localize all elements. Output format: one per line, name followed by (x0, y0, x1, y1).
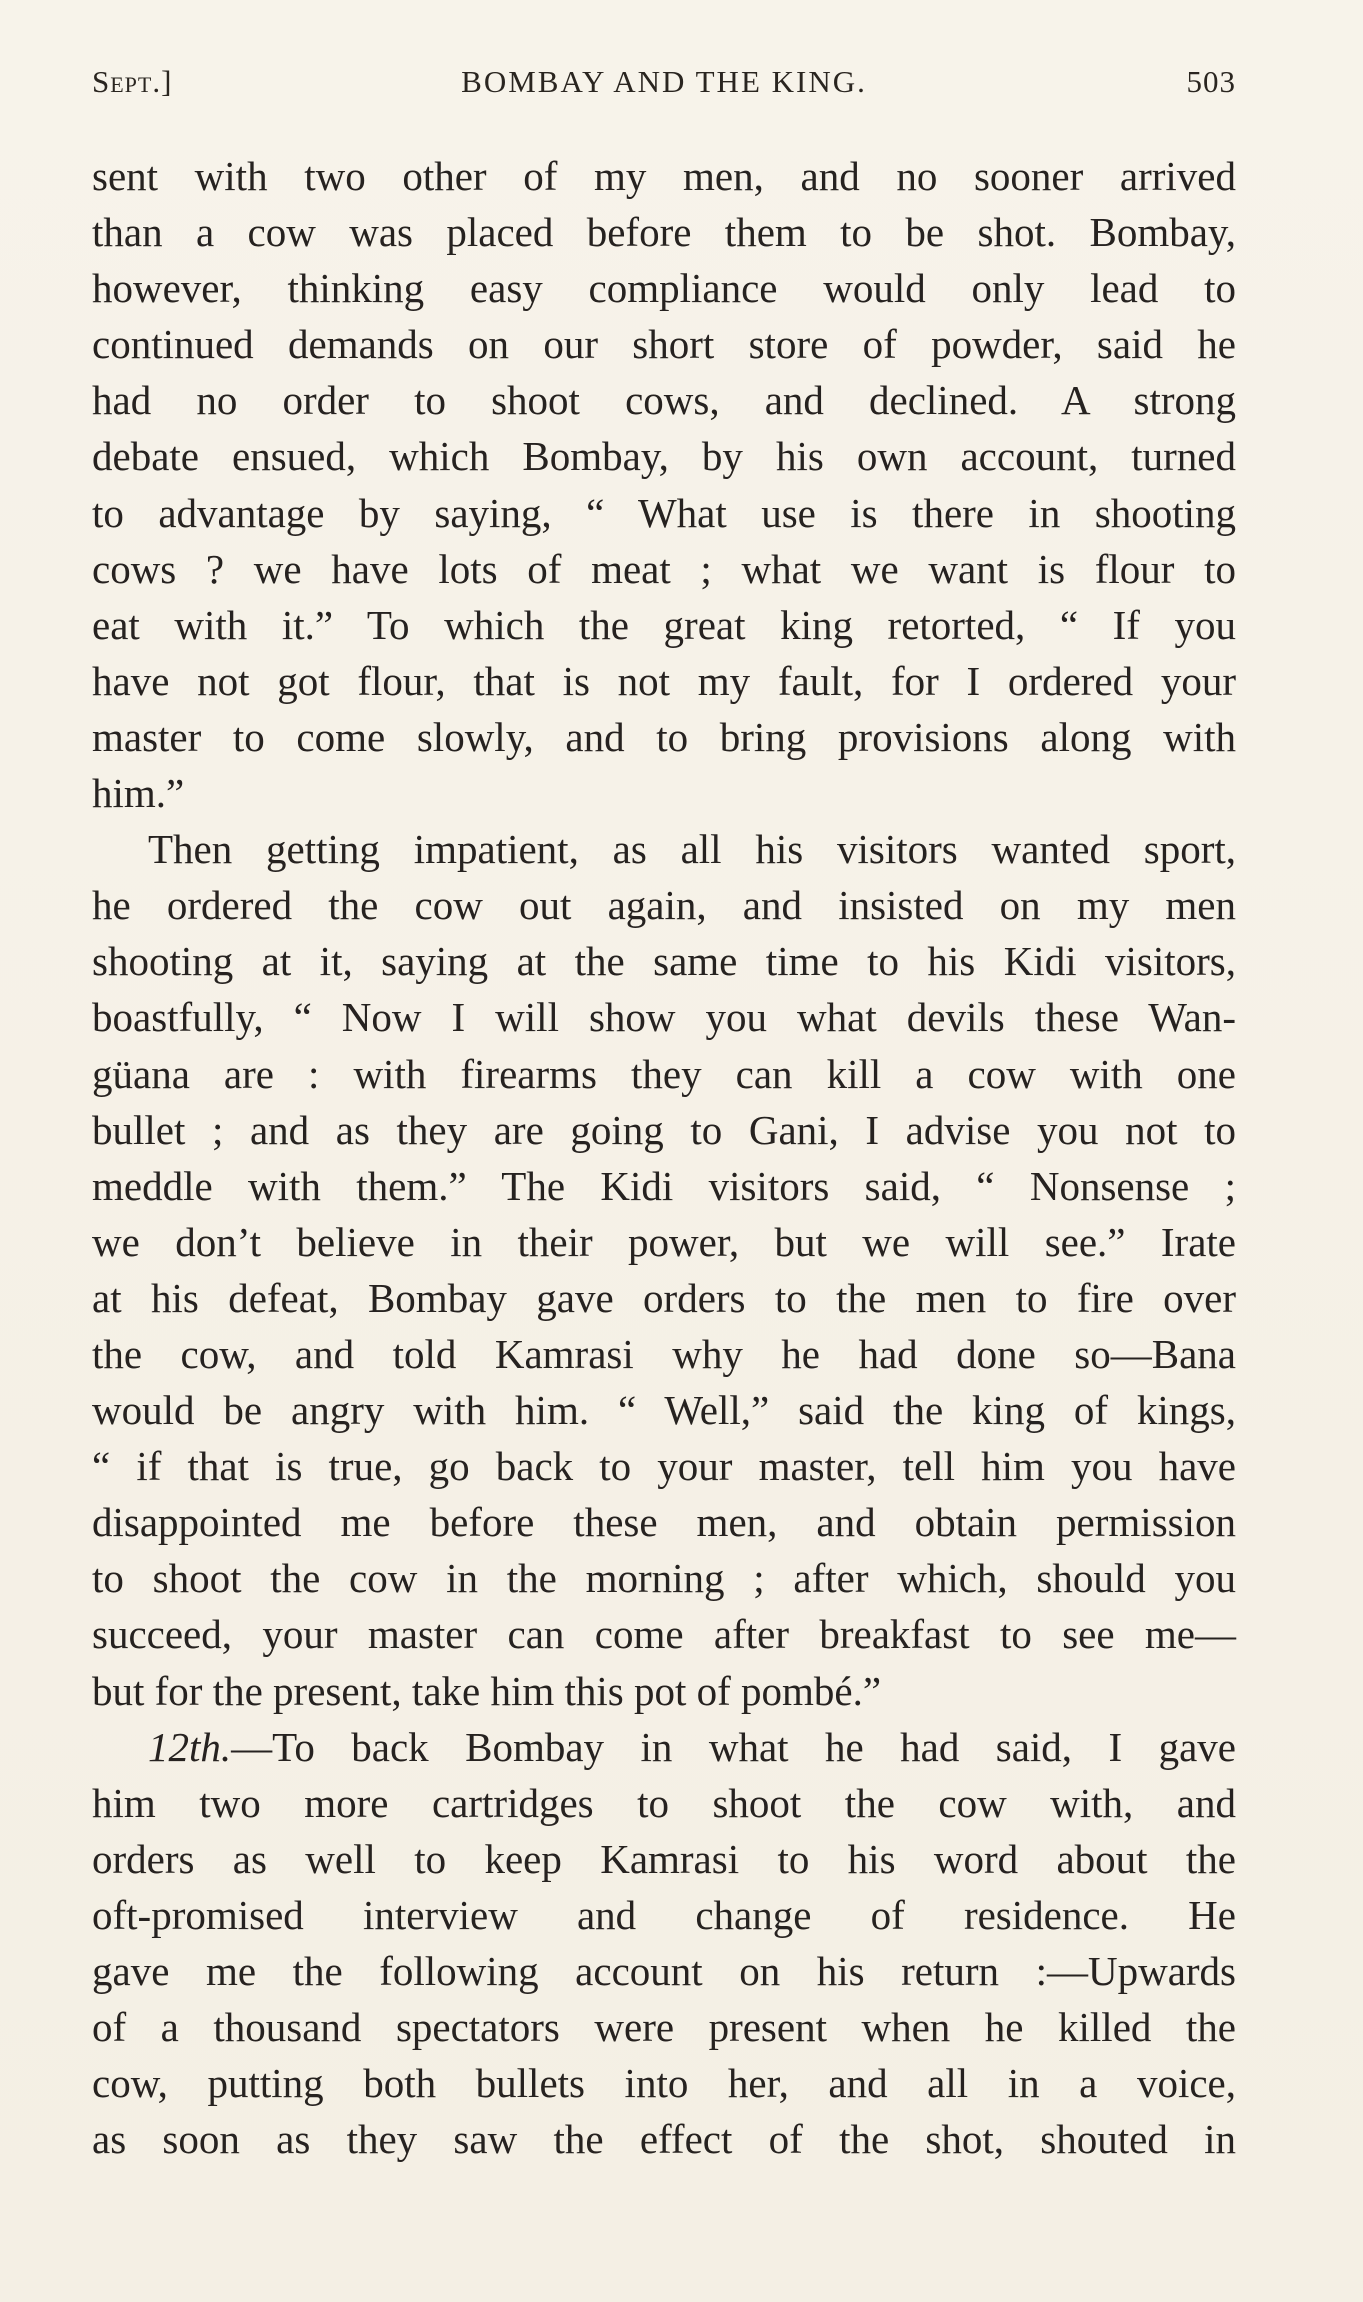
text-line: would be angry with him. “ Well,” said the king of kings, (92, 1387, 1236, 1434)
text-line: oft-promised interview and change of residence. He (92, 1891, 1236, 1938)
text-line: disappointed me before these men, and obtain permission (92, 1499, 1236, 1546)
text-line: cow, putting both bullets into her, and all in a voice, (92, 2060, 1236, 2107)
text-line: orders as well to keep Kamrasi to his word about the (92, 1835, 1236, 1882)
text-line: cows ? we have lots of meat ; what we want is flour to (92, 545, 1236, 592)
running-head (92, 64, 1236, 108)
text-line: boastfully, “ Now I will show you what devils these Wan- (92, 994, 1236, 1041)
page-number: 503 (1186, 64, 1236, 99)
body-text (92, 148, 1236, 2167)
text-line: of a thousand spectators were present when he killed the (92, 2004, 1236, 2051)
paragraph-start-text: —To back Bombay in what he had said, I gave (231, 1723, 1236, 1770)
text-line: bullet ; and as they are going to Gani, I advise you not to (92, 1106, 1236, 1153)
text-line: to advantage by saying, “ What use is there in shooting (92, 489, 1236, 536)
text-line: the cow, and told Kamrasi why he had done so—Bana (92, 1330, 1236, 1377)
text-line: at his defeat, Bombay gave orders to the men to fire over (92, 1274, 1236, 1321)
text-line: succeed, your master can come after breakfast to see me— (92, 1611, 1236, 1658)
text-line: had no order to shoot cows, and declined. A strong (92, 377, 1236, 424)
text-line: sent with two other of my men, and no sooner arrived (92, 153, 1236, 199)
text-line: “ if that is true, go back to your master, tell him you have (92, 1443, 1236, 1490)
text-line: him two more cartridges to shoot the cow with, and (92, 1779, 1236, 1826)
paragraph-start-line (92, 1719, 1236, 1775)
text-line: but for the present, take him this pot of pombé.” (92, 1667, 882, 1714)
text-line: however, thinking easy compliance would only lead to (92, 265, 1236, 312)
text-line: have not got flour, that is not my fault, for I ordered your (92, 657, 1236, 704)
running-head-title: BOMBAY AND THE KING. (461, 64, 867, 99)
text-line: shooting at it, saying at the same time to his Kidi visitors, (92, 938, 1236, 985)
text-line: eat with it.” To which the great king retorted, “ If you (92, 601, 1236, 648)
text-line: master to come slowly, and to bring provisions along with (92, 713, 1236, 760)
text-line: debate ensued, which Bombay, by his own account, turned (92, 433, 1236, 480)
running-head-date: Sept.] (92, 64, 173, 99)
text-line: to shoot the cow in the morning ; after which, should you (92, 1555, 1236, 1602)
text-line: continued demands on our short store of powder, said he (92, 321, 1236, 368)
paragraph-start-line: Then getting impatient, as all his visitors wanted sport, (148, 826, 1236, 873)
text-line: meddle with them.” The Kidi visitors said, “ Nonsense ; (92, 1162, 1236, 1209)
text-line: we don’t believe in their power, but we will see.” Irate (92, 1218, 1236, 1265)
text-line: him.” (92, 770, 185, 817)
date-marker: 12th. (148, 1723, 232, 1770)
text-line: gave me the following account on his return :—Upwards (92, 1948, 1236, 1994)
text-line: he ordered the cow out again, and insisted on my men (92, 882, 1236, 929)
text-line: as soon as they saw the effect of the shot, shouted in (92, 2116, 1236, 2163)
text-line: than a cow was placed before them to be shot. Bombay, (92, 209, 1236, 256)
text-line: güana are : with firearms they can kill a cow with one (92, 1050, 1236, 1097)
